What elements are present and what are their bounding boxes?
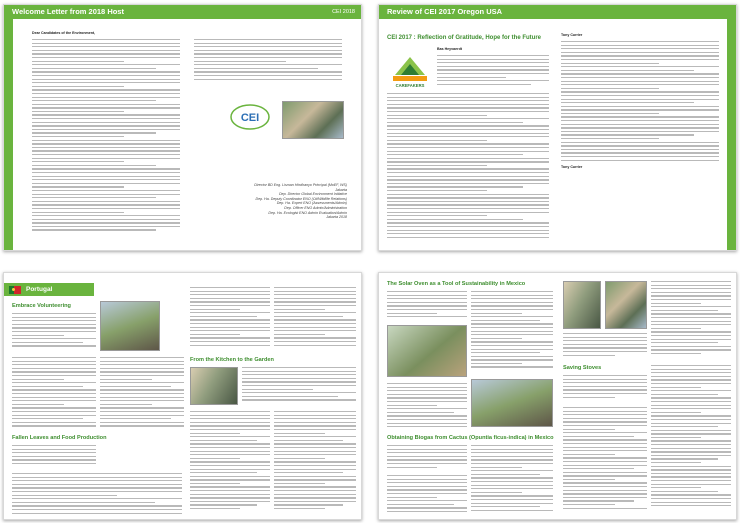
solar-oven-group-photo	[471, 379, 553, 427]
section-body	[387, 475, 467, 515]
left-accent-bar	[4, 19, 13, 251]
section-meta	[242, 367, 356, 405]
page-portugal	[3, 272, 362, 520]
signature-block	[242, 183, 347, 220]
portugal-flag-icon	[9, 286, 21, 294]
section-body	[190, 287, 270, 351]
author-1-intro	[437, 55, 549, 87]
country-name: Portugal	[26, 286, 53, 293]
page-header-title: Welcome Letter from 2018 Host	[12, 7, 124, 16]
kitchen-garden-photo	[190, 367, 238, 405]
section-title: Fallen Leaves and Food Production	[12, 435, 107, 441]
section-body	[100, 357, 184, 429]
signature-line: Dep. Ha. Expert ENO (Assessments/Admin)	[276, 201, 347, 206]
header-tag: CEI 2018	[332, 9, 355, 15]
section-body	[12, 357, 96, 429]
section-body	[651, 281, 731, 359]
author-1: Bas Heyvaerdt	[437, 47, 462, 51]
section-meta	[563, 375, 647, 401]
signature-line: Dep. Officer ENO Admin/Administration	[284, 205, 347, 210]
author-2: Tony Currier	[561, 33, 583, 37]
page-review-2017	[378, 4, 737, 251]
letter-body-left	[32, 39, 180, 239]
section-body	[563, 333, 647, 359]
review-body-right	[561, 41, 719, 167]
page-mexico	[378, 272, 737, 520]
country-badge	[4, 283, 94, 296]
section-title: The Solar Oven as a Tool of Sustainability in Mexico	[387, 281, 526, 287]
closing-signature: Tony Currier	[561, 165, 583, 169]
page-welcome-letter	[3, 4, 362, 251]
salutation: Dear Candidates of the Environment,	[32, 31, 96, 35]
signature-line: Director BD Eng. Lisman Hindhanyo Principal (MoEF, WS) Jakarta	[254, 183, 347, 192]
page-header-title: Review of CEI 2017 Oregon USA	[387, 7, 503, 16]
section-body	[274, 287, 356, 351]
signature-line: Jakarta 2018	[326, 215, 347, 220]
cei-logo	[230, 103, 270, 131]
section-meta	[12, 445, 96, 467]
mexico-photo	[605, 281, 647, 329]
section-title: Embrace Volunteering	[12, 303, 71, 309]
section-title: From the Kitchen to the Garden	[190, 357, 274, 363]
signature-line: Dep. Director Global Environment Initiative	[279, 192, 347, 197]
section-body	[274, 411, 356, 515]
section-body	[651, 365, 731, 515]
page-header	[4, 5, 361, 19]
volunteering-photo	[100, 301, 160, 351]
host-group-photo	[282, 101, 344, 139]
logo-text: CEI	[240, 112, 260, 124]
section-title: Obtaining Biogas from Cactus (Opuntia ficus-indica) in Mexico	[387, 435, 554, 441]
solar-oven-photo	[387, 325, 467, 377]
section-body	[387, 383, 467, 431]
page-header	[379, 5, 736, 19]
signature-line: Dep. Ha. Ecologist ENO Admin Evaluation/Admin	[268, 210, 347, 215]
section-meta	[387, 291, 467, 321]
mexico-photo	[563, 281, 601, 329]
section-body	[563, 407, 647, 515]
section-body	[190, 411, 270, 515]
section-body	[471, 291, 553, 373]
section-body	[471, 445, 553, 515]
section-meta	[387, 445, 467, 471]
review-title: CEI 2017 : Reflection of Gratitude, Hope for the Future	[387, 35, 542, 41]
signature-line: Dep. Ha. Deputy Coordinator ENO (Oil/Wildlife Relations)	[255, 196, 347, 201]
carefakers-logo	[389, 49, 431, 89]
logo-text: CAREFAKERS	[395, 83, 425, 88]
section-body	[12, 473, 182, 515]
review-body-left	[387, 93, 549, 243]
section-title: Saving Stoves	[563, 365, 602, 371]
letter-body-right	[194, 39, 342, 85]
section-meta	[12, 313, 96, 351]
right-accent-bar	[727, 19, 736, 251]
